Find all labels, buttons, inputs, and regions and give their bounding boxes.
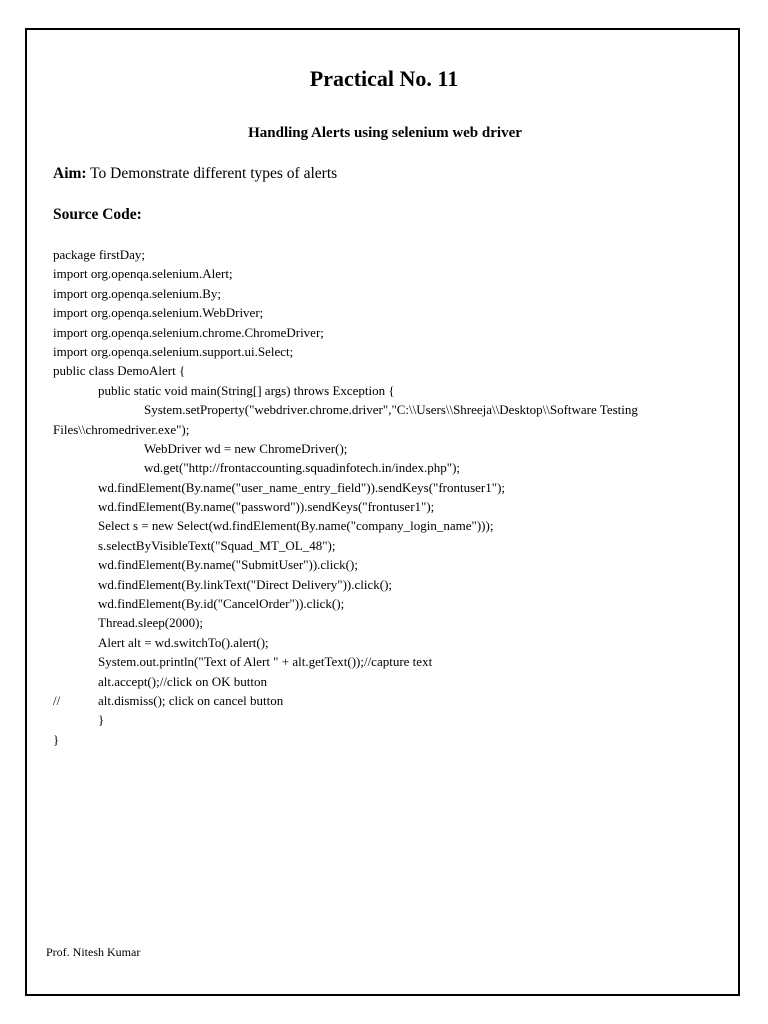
code-line: Alert alt = wd.switchTo().alert(); xyxy=(98,634,269,650)
code-line: import org.openqa.selenium.Alert; xyxy=(53,266,233,282)
code-line: Files\\chromedriver.exe"); xyxy=(53,421,190,437)
code-line: wd.findElement(By.name("user_name_entry_field")).sendKeys("frontuser1"); xyxy=(98,479,506,495)
aim-label: Aim: xyxy=(53,165,87,182)
code-line: import org.openqa.selenium.By; xyxy=(53,285,222,301)
code-line: wd.findElement(By.linkText("Direct Delivery")).click(); xyxy=(98,576,393,592)
source-code-heading: Source Code: xyxy=(53,206,142,223)
code-line: Thread.sleep(2000); xyxy=(98,615,204,631)
code-line: public static void main(String[] args) throws Exception { xyxy=(98,382,395,398)
commented-code-line xyxy=(53,691,733,710)
aim-statement xyxy=(53,163,337,185)
code-line: wd.findElement(By.id("CancelOrder")).click(); xyxy=(98,596,345,612)
code-line: wd.get("http://frontaccounting.squadinfotech.in/index.php"); xyxy=(144,460,461,476)
code-line: alt.dismiss(); click on cancel button xyxy=(98,692,284,708)
page-subtitle: Handling Alerts using selenium web driver xyxy=(248,125,522,141)
code-line: import org.openqa.selenium.WebDriver; xyxy=(53,305,264,321)
page-title: Practical No. 11 xyxy=(309,66,459,91)
source-code-block xyxy=(53,245,733,749)
code-line: System.setProperty("webdriver.chrome.driver","C:\\Users\\Shreeja\\Desktop\\Software Testing xyxy=(144,402,638,418)
code-line: System.out.println("Text of Alert " + alt.getText());//capture text xyxy=(98,654,433,670)
code-line: import org.openqa.selenium.chrome.ChromeDriver; xyxy=(53,324,324,340)
code-line: } xyxy=(98,712,105,728)
aim-text: To Demonstrate different types of alerts xyxy=(86,165,338,182)
code-line: wd.findElement(By.name("password")).sendKeys("frontuser1"); xyxy=(98,499,435,515)
code-line: wd.findElement(By.name("SubmitUser")).click(); xyxy=(98,557,358,573)
code-line: WebDriver wd = new ChromeDriver(); xyxy=(144,440,348,456)
code-line: } xyxy=(53,731,60,747)
code-line: package firstDay; xyxy=(53,247,146,262)
comment-marker: // xyxy=(53,692,61,708)
code-line: alt.accept();//click on OK button xyxy=(98,673,267,689)
code-line: s.selectByVisibleText("Squad_MT_OL_48"); xyxy=(98,537,336,553)
code-line: public class DemoAlert { xyxy=(53,363,186,379)
author-footer: Prof. Nitesh Kumar xyxy=(46,945,141,959)
code-line: import org.openqa.selenium.support.ui.Select; xyxy=(53,343,294,359)
code-line: Select s = new Select(wd.findElement(By.name("company_login_name"))); xyxy=(98,518,494,534)
